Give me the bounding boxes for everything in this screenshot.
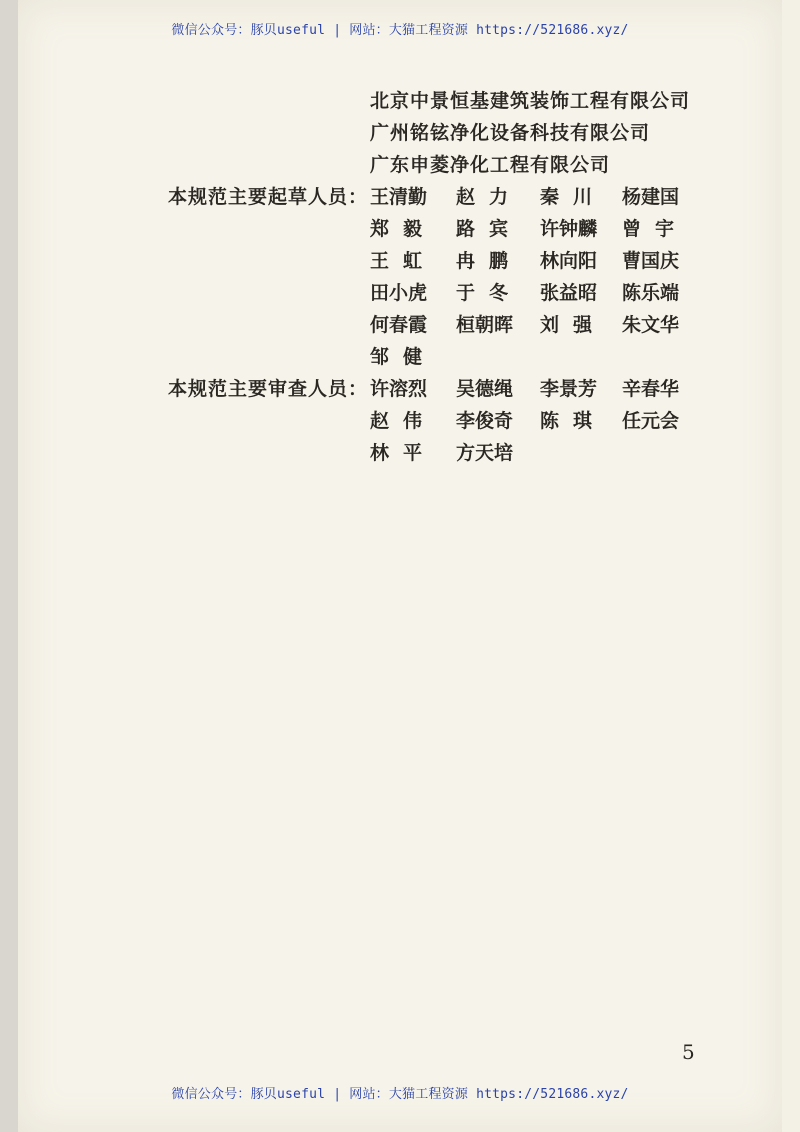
- drafter-name: 朱文华: [622, 314, 680, 336]
- drafter-name: 刘强: [540, 314, 607, 336]
- reviewer-name: 吴德绳: [456, 378, 514, 400]
- reviewer-name: 任元会: [622, 410, 680, 432]
- drafter-name: 曾宇: [622, 218, 689, 240]
- drafter-row: [370, 310, 700, 340]
- reviewer-name: 赵伟: [370, 410, 437, 432]
- drafter-name: 邹健: [370, 346, 437, 368]
- reviewer-name: 林平: [370, 442, 437, 464]
- drafter-row: [370, 214, 700, 244]
- drafter-name: 王清勤: [370, 186, 428, 208]
- drafter-name: 张益昭: [540, 282, 598, 304]
- reviewer-name: 李俊奇: [456, 410, 514, 432]
- drafter-name: 冉鹏: [456, 250, 523, 272]
- company-line-2: 广州铭铉净化设备科技有限公司: [370, 122, 651, 144]
- drafter-row: [370, 278, 700, 308]
- reviewer-name: 陈琪: [540, 410, 607, 432]
- drafter-name: 杨建国: [622, 186, 680, 208]
- reviewer-name: 方天培: [456, 442, 514, 464]
- drafter-name: 陈乐端: [622, 282, 680, 304]
- drafter-name: 路宾: [456, 218, 523, 240]
- drafter-name: 郑毅: [370, 218, 437, 240]
- reviewer-name: 辛春华: [622, 378, 680, 400]
- reviewer-name: 许溶烈: [370, 378, 428, 400]
- drafter-name: 于冬: [456, 282, 523, 304]
- drafter-name: 曹国庆: [622, 250, 680, 272]
- drafter-name: 桓朝晖: [456, 314, 514, 336]
- reviewer-name: 李景芳: [540, 378, 598, 400]
- drafter-name: 何春霞: [370, 314, 428, 336]
- drafters-label: 本规范主要起草人员：: [168, 186, 369, 208]
- reviewer-row: [370, 438, 700, 468]
- drafter-name: 许钟麟: [540, 218, 598, 240]
- reviewers-label: 本规范主要审查人员：: [168, 378, 369, 400]
- page-number: 5: [682, 1040, 695, 1064]
- drafter-name: 赵力: [456, 186, 523, 208]
- header-watermark: 微信公众号：豚贝useful | 网站：大猫工程资源 https://521686.xyz/: [171, 23, 629, 38]
- reviewer-row: [370, 374, 700, 404]
- company-line-3: 广东申菱净化工程有限公司: [370, 154, 611, 176]
- company-line-1: 北京中景恒基建筑装饰工程有限公司: [370, 90, 691, 112]
- drafter-row: [370, 246, 700, 276]
- drafter-name: 秦川: [540, 186, 607, 208]
- drafter-name: 王虹: [370, 250, 437, 272]
- reviewer-row: [370, 406, 700, 436]
- drafter-name: 田小虎: [370, 282, 428, 304]
- footer-watermark: 微信公众号：豚贝useful | 网站：大猫工程资源 https://521686.xyz/: [171, 1087, 629, 1102]
- drafter-row: [370, 342, 700, 372]
- drafter-row: [370, 182, 700, 212]
- drafter-name: 林向阳: [540, 250, 598, 272]
